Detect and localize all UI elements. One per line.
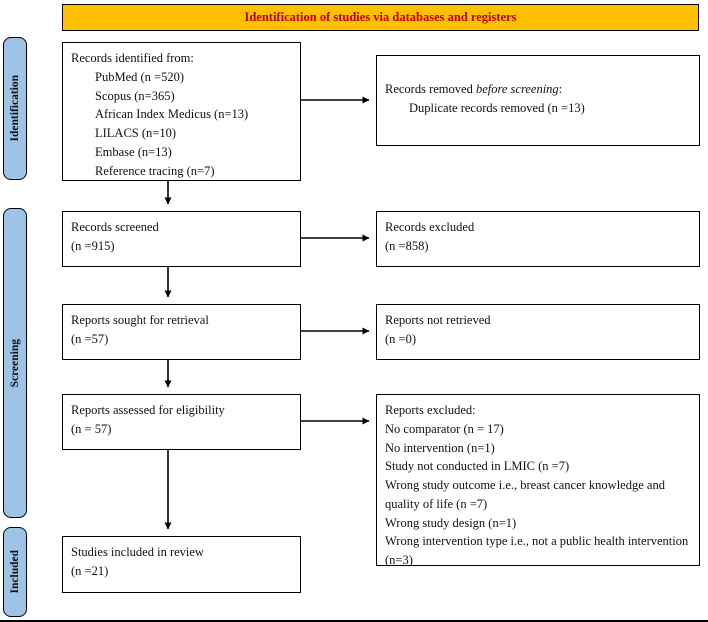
records-screened-line1: Records screened — [71, 220, 159, 234]
stage-label-included — [3, 527, 27, 617]
list-item: PubMed (n =520) — [95, 69, 184, 84]
records-screened-line2: (n =915) — [71, 238, 115, 253]
reports-not-retrieved-line1: Reports not retrieved — [385, 313, 491, 327]
stage-label-identification — [3, 37, 27, 180]
box-reports-excluded — [376, 394, 700, 566]
list-item: Study not conducted in LMIC (n =7) — [385, 459, 570, 474]
records-removed-title-suffix: : — [558, 82, 563, 96]
banner-title: Identification of studies via databases and registers — [244, 10, 517, 24]
reports-excluded-title: Reports excluded: — [385, 403, 476, 417]
box-records-removed — [376, 55, 700, 146]
records-excluded-line1: Records excluded — [385, 220, 475, 234]
box-reports-assessed — [62, 394, 301, 450]
reports-assessed-line1: Reports assessed for eligibility — [71, 403, 225, 417]
stage-label-screening — [3, 208, 27, 518]
reports-sought-line2: (n =57) — [71, 331, 109, 346]
list-item: Wrong intervention type i.e., not a public health intervention (n=3) — [385, 534, 689, 567]
list-item: LILACS (n=10) — [95, 126, 176, 140]
banner — [62, 4, 699, 31]
stage-label-identification-text: Identification — [9, 75, 21, 142]
stage-label-included-text: Included — [9, 550, 21, 594]
stage-label-screening-text: Screening — [9, 338, 21, 388]
records-excluded-line2: (n =858) — [385, 238, 429, 253]
list-item: Wrong study design (n=1) — [385, 515, 517, 530]
box-records-excluded — [376, 211, 700, 267]
list-item: No intervention (n=1) — [385, 440, 495, 455]
box-records-identified — [62, 42, 301, 181]
list-item: Wrong study outcome i.e., breast cancer knowledge and quality of life (n =7) — [385, 478, 665, 511]
records-identified-title: Records identified from: — [71, 51, 194, 65]
records-removed-title-prefix: Records removed — [385, 82, 476, 96]
reports-sought-line1: Reports sought for retrieval — [71, 313, 209, 327]
list-item: No comparator (n = 17) — [385, 421, 504, 436]
box-studies-included — [62, 536, 301, 593]
box-records-screened — [62, 211, 301, 267]
records-removed-title — [385, 80, 691, 99]
list-item: African Index Medicus (n=13) — [95, 107, 249, 122]
list-item: Duplicate records removed (n =13) — [409, 100, 585, 115]
list-item: Reference tracing (n=7) — [95, 163, 215, 178]
box-reports-not-retrieved — [376, 304, 700, 360]
reports-assessed-line2: (n = 57) — [71, 421, 112, 436]
list-item: Scopus (n=365) — [95, 88, 175, 103]
studies-included-line1: Studies included in review — [71, 545, 204, 559]
box-reports-sought — [62, 304, 301, 360]
records-removed-title-italic: before screening — [475, 82, 559, 96]
list-item: Embase (n=13) — [95, 144, 172, 159]
studies-included-line2: (n =21) — [71, 563, 109, 578]
reports-not-retrieved-line2: (n =0) — [385, 331, 416, 346]
